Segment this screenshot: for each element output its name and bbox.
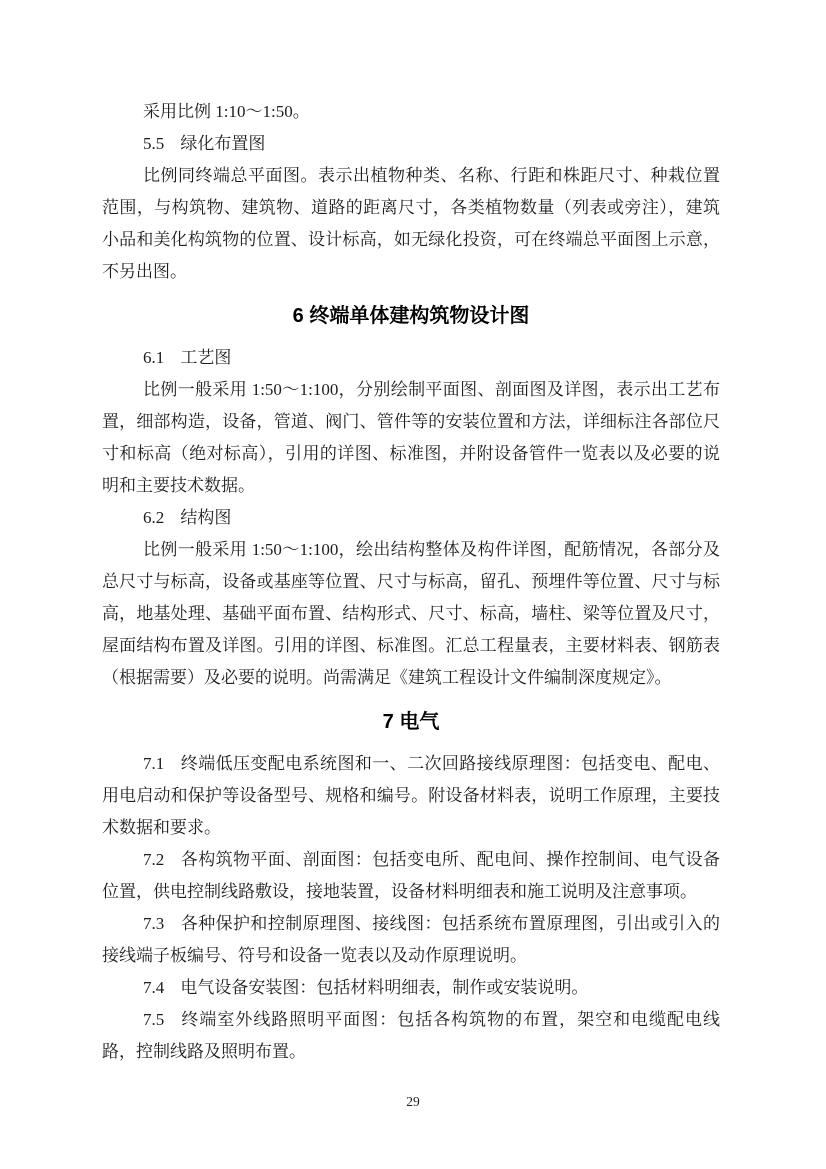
numbered-item-7-4 <box>102 972 720 1004</box>
item-number: 7.5 <box>143 1010 165 1029</box>
item-number: 7.1 <box>143 754 165 773</box>
paragraph-process-drawing: 比例一般采用 1:50～1:100，分别绘制平面图、剖面图及详图，表示出工艺布置，细部构造，设备，管道、阀门、管件等的安装位置和方法，详细标注各部位尺寸和标高（绝对标高），引用的详图、标准图，并附设备管件一览表以及必要的说明和主要技术数据。 <box>102 380 720 495</box>
numbered-item-7-3 <box>102 908 720 972</box>
document-content <box>102 96 720 1068</box>
item-number: 7.3 <box>143 914 165 933</box>
page-number: 29 <box>406 1094 420 1109</box>
item-number: 7.4 <box>143 978 165 997</box>
section-title: 绿化布置图 <box>180 134 266 153</box>
item-text: 电气设备安装图：包括材料明细表，制作或安装说明。 <box>180 978 589 997</box>
chapter-heading-7: 7 电气 <box>382 711 440 733</box>
paragraph-scale-note: 采用比例 1:10～1:50。 <box>143 102 310 121</box>
chapter-heading-6: 6 终端单体建构筑物设计图 <box>292 305 530 327</box>
paragraph-greening-plan: 比例同终端总平面图。表示出植物种类、名称、行距和株距尺寸、种栽位置范围，与构筑物、建筑物、道路的距离尺寸，各类植物数量（列表或旁注），建筑小品和美化构筑物的位置、设计标高，如无绿化投资，可在终端总平面图上示意，不另出图。 <box>102 166 720 281</box>
section-heading-6-2 <box>102 502 720 534</box>
section-title: 工艺图 <box>180 348 232 367</box>
paragraph-structure-drawing: 比例一般采用 1:50～1:100，绘出结构整体及构件详图，配筋情况，各部分及总尺寸与标高，设备或基座等位置、尺寸与标高，留孔、预埋件等位置、尺寸与标高，地基处理、基础平面布置、结构形式、尺寸、标高，墙柱、梁等位置及尺寸，屋面结构布置及详图。引用的详图、标准图。汇总工程量表，主要材料表、钢筋表（根据需要）及必要的说明。尚需满足《建筑工程设计文件编制深度规定》。 <box>102 540 720 687</box>
item-text: 终端低压变配电系统图和一、二次回路接线原理图：包括变电、配电、用电启动和保护等设备型号、规格和编号。附设备材料表，说明工作原理，主要技术数据和要求。 <box>102 754 720 837</box>
section-heading-5-5 <box>102 128 720 160</box>
item-text: 各构筑物平面、剖面图：包括变电所、配电间、操作控制间、电气设备位置，供电控制线路敷设，接地装置，设备材料明细表和施工说明及注意事项。 <box>102 850 720 901</box>
item-text: 终端室外线路照明平面图：包括各构筑物的布置，架空和电缆配电线路，控制线路及照明布置。 <box>102 1010 720 1061</box>
section-number: 5.5 <box>143 134 165 153</box>
item-text: 各种保护和控制原理图、接线图：包括系统布置原理图，引出或引入的接线端子板编号、符号和设备一览表以及动作原理说明。 <box>102 914 720 965</box>
numbered-item-7-1 <box>102 748 720 844</box>
section-title: 结构图 <box>180 508 232 527</box>
numbered-item-7-2 <box>102 844 720 908</box>
section-number: 6.1 <box>143 348 165 367</box>
section-number: 6.2 <box>143 508 165 527</box>
numbered-item-7-5 <box>102 1004 720 1068</box>
item-number: 7.2 <box>143 850 165 869</box>
section-heading-6-1 <box>102 342 720 374</box>
